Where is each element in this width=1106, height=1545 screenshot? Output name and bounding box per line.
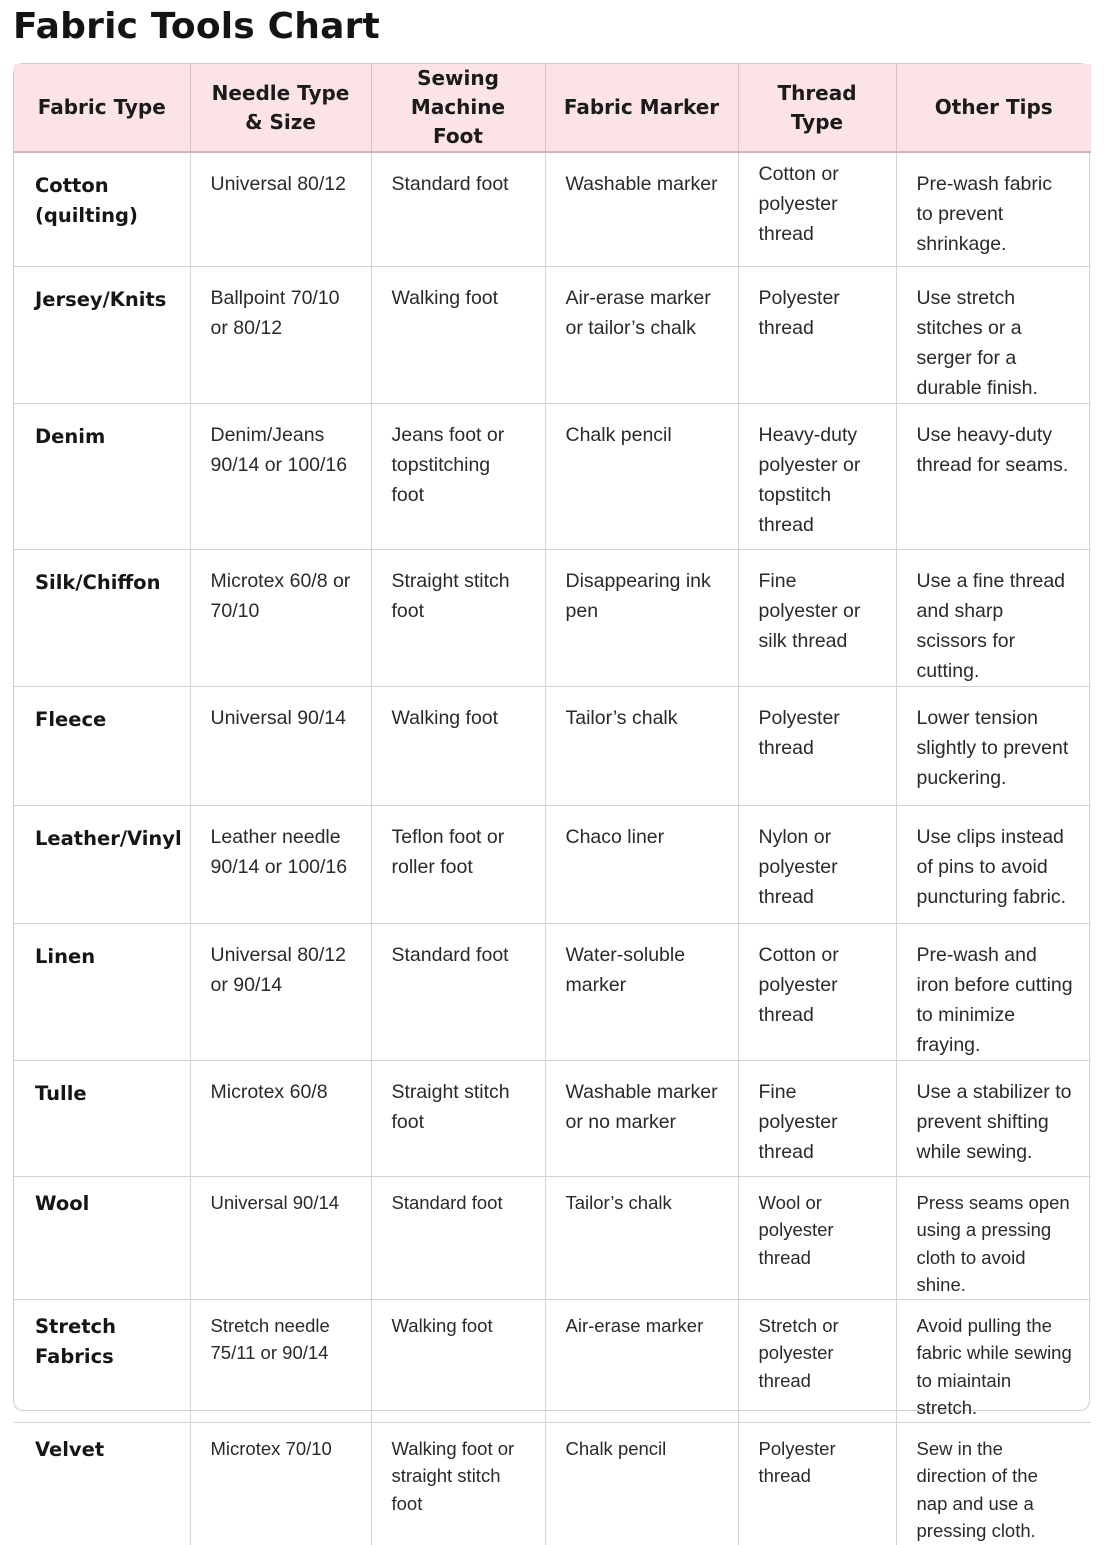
table-row — [14, 266, 1091, 403]
tips-cell: Use a fine thread and sharp scissors for cutting. — [896, 549, 1091, 686]
marker-cell: Washable marker or no marker — [545, 1060, 738, 1176]
thread-cell: Polyester thread — [738, 686, 896, 805]
fabric-type-cell: Cotton (quilting) — [14, 152, 190, 266]
foot-cell: Walking foot — [371, 686, 545, 805]
fabric-type-cell: Velvet — [14, 1422, 190, 1545]
needle-cell: Ballpoint 70/10 or 80/12 — [190, 266, 371, 403]
fabric-type-cell: Tulle — [14, 1060, 190, 1176]
needle-cell: Microtex 60/8 or 70/10 — [190, 549, 371, 686]
marker-cell: Tailor’s chalk — [545, 1176, 738, 1299]
foot-cell: Teflon foot or roller foot — [371, 805, 545, 923]
foot-cell: Walking foot — [371, 266, 545, 403]
marker-cell: Chaco liner — [545, 805, 738, 923]
thread-cell: Heavy-duty polyester or topstitch thread — [738, 403, 896, 549]
thread-cell: Cotton or polyester thread — [738, 152, 896, 266]
marker-cell: Washable marker — [545, 152, 738, 266]
table-row — [14, 805, 1091, 923]
thread-cell: Polyester thread — [738, 1422, 896, 1545]
foot-cell: Jeans foot or topstitching foot — [371, 403, 545, 549]
marker-cell: Chalk pencil — [545, 1422, 738, 1545]
fabric-type-cell: Wool — [14, 1176, 190, 1299]
table-row — [14, 686, 1091, 805]
tips-cell: Press seams open using a pressing cloth to avoid shine. — [896, 1176, 1091, 1299]
needle-cell: Denim/Jeans 90/14 or 100/16 — [190, 403, 371, 549]
foot-cell: Standard foot — [371, 152, 545, 266]
tips-cell: Use a stabilizer to prevent shifting while sewing. — [896, 1060, 1091, 1176]
fabric-type-cell: Denim — [14, 403, 190, 549]
tips-cell: Use clips instead of pins to avoid puncturing fabric. — [896, 805, 1091, 923]
table-row — [14, 1299, 1091, 1422]
tips-cell: Sew in the direction of the nap and use a pressing cloth. — [916, 1437, 1038, 1541]
thread-cell: Polyester thread — [738, 266, 896, 403]
needle-cell: Microtex 60/8 — [190, 1060, 371, 1176]
tips-cell: Lower tension slightly to prevent puckering. — [896, 686, 1091, 805]
table-row — [14, 152, 1091, 266]
table-row — [14, 1176, 1091, 1299]
marker-cell: Air-erase marker or tailor’s chalk — [545, 266, 738, 403]
column-header-foot: Sewing Machine Foot — [371, 64, 545, 152]
needle-cell: Universal 80/12 — [190, 152, 371, 266]
table-row — [14, 923, 1091, 1060]
column-header-tips: Other Tips — [896, 64, 1091, 152]
thread-cell: Fine polyester thread — [738, 1060, 896, 1176]
tips-cell: Use stretch stitches or a serger for a durable finish. — [896, 266, 1091, 403]
fabric-type-cell: Leather/Vinyl — [14, 805, 190, 923]
table — [14, 64, 1091, 1545]
table-row — [14, 549, 1091, 686]
thread-cell: Nylon or polyester thread — [738, 805, 896, 923]
needle-cell: Leather needle 90/14 or 100/16 — [190, 805, 371, 923]
table-row — [14, 1422, 1091, 1545]
table-row — [14, 1060, 1091, 1176]
tips-cell: Pre-wash fabric to prevent shrinkage. — [896, 152, 1091, 266]
fabric-type-cell: Stretch Fabrics — [14, 1299, 190, 1422]
marker-cell: Chalk pencil — [545, 403, 738, 549]
fabric-type-cell: Linen — [14, 923, 190, 1060]
column-header-marker: Fabric Marker — [545, 64, 738, 152]
needle-cell: Universal 80/12 or 90/14 — [190, 923, 371, 1060]
foot-cell: Standard foot — [371, 1176, 545, 1299]
column-header-thread: Thread Type — [738, 64, 896, 152]
thread-cell: Wool or polyester thread — [738, 1176, 896, 1299]
tips-cell: Avoid pulling the fabric while sewing to miaintain stretch. — [896, 1299, 1091, 1422]
needle-cell: Stretch needle 75/11 or 90/14 — [190, 1299, 371, 1422]
column-header-needle: Needle Type & Size — [190, 64, 371, 152]
marker-cell: Air-erase marker — [545, 1299, 738, 1422]
needle-cell: Universal 90/14 — [190, 686, 371, 805]
marker-cell: Disappearing ink pen — [545, 549, 738, 686]
table-row — [14, 403, 1091, 549]
foot-cell: Standard foot — [371, 923, 545, 1060]
column-header-fabric-type: Fabric Type — [14, 64, 190, 152]
fabric-type-cell: Silk/Chiffon — [14, 549, 190, 686]
table-header-row — [14, 64, 1091, 152]
fabric-tools-table — [13, 63, 1090, 1541]
fabric-type-cell: Fleece — [14, 686, 190, 805]
needle-cell: Universal 90/14 — [190, 1176, 371, 1299]
foot-cell: Walking foot — [371, 1299, 545, 1422]
needle-cell: Microtex 70/10 — [190, 1422, 371, 1545]
thread-cell: Stretch or polyester thread — [738, 1299, 896, 1422]
foot-cell: Straight stitch foot — [371, 1060, 545, 1176]
page-title: Fabric Tools Chart — [13, 6, 380, 47]
marker-cell: Water-soluble marker — [545, 923, 738, 1060]
tips-cell: Use heavy-duty thread for seams. — [896, 403, 1091, 549]
marker-cell: Tailor’s chalk — [545, 686, 738, 805]
fabric-type-cell: Jersey/Knits — [14, 266, 190, 403]
foot-cell: Walking foot or straight stitch foot — [371, 1422, 545, 1545]
thread-cell: Cotton or polyester thread — [738, 923, 896, 1060]
foot-cell: Straight stitch foot — [371, 549, 545, 686]
thread-cell: Fine polyester or silk thread — [738, 549, 896, 686]
tips-cell: Pre-wash and iron before cutting to minimize fraying. — [896, 923, 1091, 1060]
